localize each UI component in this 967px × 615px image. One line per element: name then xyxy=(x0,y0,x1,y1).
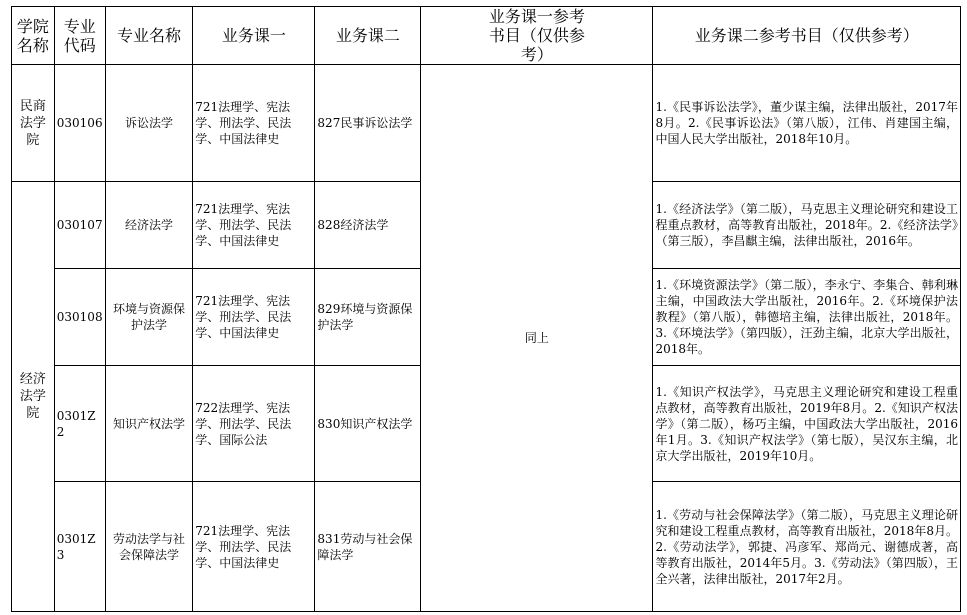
course1-cell: 721法理学、宪法学、刑法学、民法学、中国法律史 xyxy=(193,482,315,612)
header-ref2: 业务课二参考书目（仅供参考） xyxy=(653,7,961,65)
header-course2: 业务课二 xyxy=(315,7,421,65)
ref2-cell: 1.《劳动与社会保障法学》（第二版），马克思主义理论研究和建设工程重点教材，高等教育出版社，2018年8月。2.《劳动法学》，郭捷、冯彦军、郑尚元、谢德成著，高等教育出版社，2014年5月。3.《劳动法》（第四版），王全兴著，法律出版社，2017年2月。 xyxy=(653,482,961,612)
course2-cell: 831劳动与社会保障法学 xyxy=(315,482,421,612)
course1-cell: 721法理学、宪法学、刑法学、民法学、中国法律史 xyxy=(193,65,315,182)
major-cell: 诉讼法学 xyxy=(105,65,193,182)
header-college: 学院名称 xyxy=(12,7,55,65)
code-cell: 030106 xyxy=(54,65,105,182)
header-ref1: 业务课一参考书目（仅供参考） xyxy=(421,7,653,65)
course1-cell: 721法理学、宪法学、刑法学、民法学、中国法律史 xyxy=(193,269,315,366)
header-course1: 业务课一 xyxy=(193,7,315,65)
admissions-course-table xyxy=(11,6,961,612)
code-cell: 030108 xyxy=(54,269,105,366)
ref2-cell: 1.《民事诉讼法学》，董少谋主编，法律出版社，2017年8月。2.《民事诉讼法》（第八版），江伟、肖建国主编，中国人民大学出版社，2018年10月。 xyxy=(653,65,961,182)
header-row xyxy=(12,7,961,65)
major-cell: 劳动法学与社会保障法学 xyxy=(105,482,193,612)
ref2-cell: 1.《经济法学》（第二版），马克思主义理论研究和建设工程重点教材，高等教育出版社，2018年。2.《经济法学》（第三版），李昌麒主编，法律出版社，2016年。 xyxy=(653,182,961,269)
header-code: 专业代码 xyxy=(54,7,105,65)
college-cell: 经济法学院 xyxy=(12,182,55,612)
major-cell: 经济法学 xyxy=(105,182,193,269)
code-cell: 0301Z3 xyxy=(54,482,105,612)
ref2-cell: 1.《环境资源法学》（第二版），李永宁、李集合、韩利琳主编，中国政法大学出版社，2016年。2.《环境保护法教程》（第八版），韩德培主编，法律出版社，2018年。3.《环境法学》（第四版），汪劲主编，北京大学出版社，2018年。 xyxy=(653,269,961,366)
course2-cell: 828经济法学 xyxy=(315,182,421,269)
code-cell: 0301Z2 xyxy=(54,366,105,482)
course2-cell: 829环境与资源保护法学 xyxy=(315,269,421,366)
major-cell: 知识产权法学 xyxy=(105,366,193,482)
course2-cell: 827民事诉讼法学 xyxy=(315,65,421,182)
course2-cell: 830知识产权法学 xyxy=(315,366,421,482)
table-row xyxy=(12,65,961,182)
course1-cell: 722法理学、宪法学、刑法学、民法学、国际公法 xyxy=(193,366,315,482)
college-cell: 民商法学院 xyxy=(12,65,55,182)
code-cell: 030107 xyxy=(54,182,105,269)
ref2-cell: 1.《知识产权法学》，马克思主义理论研究和建设工程重点教材，高等教育出版社，2019年8月。2.《知识产权法学》（第二版），杨巧主编，中国政法大学出版社，2016年1月。3.《知识产权法学》（第七版），吴汉东主编，北京大学出版社，2019年10月。 xyxy=(653,366,961,482)
major-cell: 环境与资源保护法学 xyxy=(105,269,193,366)
header-major: 专业名称 xyxy=(105,7,193,65)
course1-cell: 721法理学、宪法学、刑法学、民法学、中国法律史 xyxy=(193,182,315,269)
ref1-shared-cell: 同上 xyxy=(421,65,653,612)
